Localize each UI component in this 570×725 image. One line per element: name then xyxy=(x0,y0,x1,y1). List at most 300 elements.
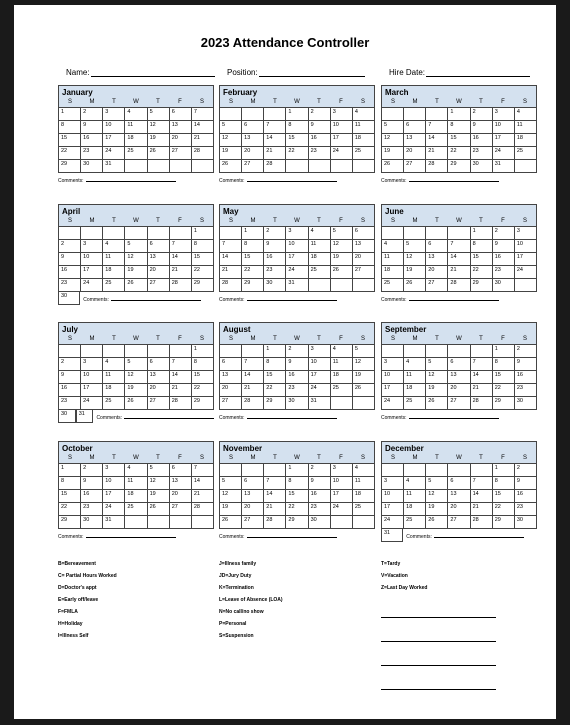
day-cell[interactable] xyxy=(404,227,426,240)
day-cell[interactable]: 23 xyxy=(59,279,81,292)
day-cell[interactable]: 6 xyxy=(148,358,170,371)
day-cell[interactable]: 27 xyxy=(426,279,448,292)
day-cell[interactable]: 3 xyxy=(331,108,353,121)
day-cell[interactable]: 23 xyxy=(264,266,286,279)
day-cell[interactable]: 2 xyxy=(59,358,81,371)
day-cell[interactable]: 27 xyxy=(242,516,264,529)
day-cell[interactable]: 13 xyxy=(148,371,170,384)
day-cell[interactable]: 6 xyxy=(170,108,192,121)
day-cell[interactable]: 21 xyxy=(170,384,192,397)
day-cell[interactable]: 29 xyxy=(493,516,515,529)
day-cell[interactable]: 15 xyxy=(192,253,214,266)
day-cell[interactable]: 13 xyxy=(448,490,470,503)
day-cell[interactable]: 29 xyxy=(448,160,470,173)
day-cell[interactable] xyxy=(242,345,264,358)
day-cell[interactable]: 11 xyxy=(382,253,404,266)
day-cell[interactable] xyxy=(404,464,426,477)
day-cell[interactable]: 20 xyxy=(353,253,375,266)
day-cell[interactable] xyxy=(309,160,331,173)
day-cell[interactable]: 11 xyxy=(125,477,147,490)
day-cell[interactable]: 15 xyxy=(286,490,308,503)
day-cell[interactable]: 12 xyxy=(125,253,147,266)
day-cell[interactable]: 7 xyxy=(170,240,192,253)
day-cell[interactable]: 8 xyxy=(59,477,81,490)
day-cell[interactable]: 25 xyxy=(331,384,353,397)
day-cell[interactable] xyxy=(103,345,125,358)
day-cell[interactable]: 3 xyxy=(515,227,537,240)
day-cell[interactable]: 13 xyxy=(448,371,470,384)
day-cell[interactable]: 24 xyxy=(515,266,537,279)
day-cell[interactable]: 7 xyxy=(242,358,264,371)
day-cell[interactable] xyxy=(59,345,81,358)
day-cell[interactable]: 4 xyxy=(309,227,331,240)
day-cell[interactable]: 14 xyxy=(192,477,214,490)
day-cell[interactable] xyxy=(331,397,353,410)
day-cell[interactable]: 15 xyxy=(448,134,470,147)
day-cell[interactable]: 25 xyxy=(103,397,125,410)
day-cell[interactable]: 9 xyxy=(493,240,515,253)
day-cell[interactable]: 2 xyxy=(59,240,81,253)
comments-line[interactable] xyxy=(86,177,176,182)
day-cell[interactable]: 3 xyxy=(493,108,515,121)
day-cell[interactable]: 14 xyxy=(220,253,242,266)
comments-field[interactable] xyxy=(381,177,537,184)
comments-line[interactable] xyxy=(111,296,201,301)
day-cell[interactable]: 12 xyxy=(125,371,147,384)
day-cell[interactable]: 29 xyxy=(242,279,264,292)
day-cell[interactable]: 1 xyxy=(59,464,81,477)
day-cell[interactable] xyxy=(426,464,448,477)
day-cell[interactable]: 2 xyxy=(493,227,515,240)
day-cell[interactable] xyxy=(404,345,426,358)
day-cell[interactable] xyxy=(192,160,214,173)
day-cell[interactable] xyxy=(426,345,448,358)
day-cell[interactable]: 24 xyxy=(493,147,515,160)
day-cell[interactable]: 5 xyxy=(148,464,170,477)
day-cell[interactable] xyxy=(125,160,147,173)
day-cell[interactable]: 20 xyxy=(148,384,170,397)
day-cell[interactable]: 12 xyxy=(148,477,170,490)
day-cell[interactable]: 27 xyxy=(220,397,242,410)
day-cell[interactable] xyxy=(125,345,147,358)
day-cell[interactable]: 27 xyxy=(448,397,470,410)
day-cell[interactable]: 22 xyxy=(192,384,214,397)
day-cell[interactable]: 14 xyxy=(170,253,192,266)
day-cell[interactable]: 9 xyxy=(81,477,103,490)
comments-field[interactable] xyxy=(381,414,537,421)
day-cell[interactable]: 8 xyxy=(242,240,264,253)
day-cell[interactable]: 28 xyxy=(448,279,470,292)
day-cell[interactable]: 8 xyxy=(448,121,470,134)
day-cell[interactable]: 13 xyxy=(220,371,242,384)
day-cell[interactable]: 30 xyxy=(81,160,103,173)
day-cell[interactable] xyxy=(170,160,192,173)
day-cell[interactable]: 26 xyxy=(426,397,448,410)
day-cell[interactable] xyxy=(148,227,170,240)
day-cell[interactable]: 19 xyxy=(331,253,353,266)
day-cell[interactable]: 16 xyxy=(493,253,515,266)
day-cell[interactable]: 7 xyxy=(264,121,286,134)
day-cell[interactable]: 10 xyxy=(286,240,308,253)
day-cell[interactable] xyxy=(220,227,242,240)
day-cell[interactable]: 1 xyxy=(493,345,515,358)
day-cell[interactable]: 29 xyxy=(264,397,286,410)
day-cell[interactable] xyxy=(170,227,192,240)
day-cell[interactable]: 5 xyxy=(404,240,426,253)
comments-line[interactable] xyxy=(247,177,337,182)
day-cell[interactable]: 8 xyxy=(192,240,214,253)
day-cell[interactable]: 11 xyxy=(103,371,125,384)
day-cell[interactable]: 5 xyxy=(220,477,242,490)
day-cell[interactable]: 24 xyxy=(103,503,125,516)
comments-line[interactable] xyxy=(247,533,337,538)
position-field[interactable] xyxy=(227,68,365,77)
day-cell[interactable]: 27 xyxy=(242,160,264,173)
day-cell[interactable]: 6 xyxy=(170,464,192,477)
day-cell[interactable]: 26 xyxy=(148,503,170,516)
day-cell[interactable]: 24 xyxy=(81,279,103,292)
day-cell[interactable]: 27 xyxy=(148,397,170,410)
day-cell[interactable]: 4 xyxy=(404,358,426,371)
day-cell[interactable]: 11 xyxy=(353,121,375,134)
day-cell[interactable]: 25 xyxy=(103,279,125,292)
day-cell[interactable]: 31 xyxy=(381,529,403,542)
day-cell[interactable]: 21 xyxy=(426,147,448,160)
day-cell[interactable]: 3 xyxy=(309,345,331,358)
day-cell[interactable]: 26 xyxy=(426,516,448,529)
day-cell[interactable]: 12 xyxy=(220,134,242,147)
day-cell[interactable]: 22 xyxy=(493,384,515,397)
day-cell[interactable]: 18 xyxy=(331,371,353,384)
day-cell[interactable] xyxy=(148,516,170,529)
day-cell[interactable]: 7 xyxy=(220,240,242,253)
day-cell[interactable]: 17 xyxy=(103,490,125,503)
day-cell[interactable]: 23 xyxy=(81,503,103,516)
comments-line[interactable] xyxy=(86,533,176,538)
day-cell[interactable]: 5 xyxy=(426,358,448,371)
day-cell[interactable]: 2 xyxy=(81,464,103,477)
day-cell[interactable]: 1 xyxy=(493,464,515,477)
day-cell[interactable]: 3 xyxy=(81,240,103,253)
day-cell[interactable]: 15 xyxy=(493,490,515,503)
day-cell[interactable]: 27 xyxy=(353,266,375,279)
day-cell[interactable]: 17 xyxy=(331,490,353,503)
day-cell[interactable] xyxy=(331,160,353,173)
day-cell[interactable] xyxy=(353,397,375,410)
day-cell[interactable]: 16 xyxy=(309,490,331,503)
day-cell[interactable]: 1 xyxy=(264,345,286,358)
day-cell[interactable]: 17 xyxy=(103,134,125,147)
day-cell[interactable] xyxy=(353,516,375,529)
day-cell[interactable] xyxy=(382,345,404,358)
day-cell[interactable]: 25 xyxy=(404,397,426,410)
day-cell[interactable]: 25 xyxy=(404,516,426,529)
day-cell[interactable]: 9 xyxy=(286,358,308,371)
day-cell[interactable] xyxy=(220,345,242,358)
day-cell[interactable]: 9 xyxy=(471,121,493,134)
day-cell[interactable]: 10 xyxy=(103,477,125,490)
day-cell[interactable]: 27 xyxy=(148,279,170,292)
legend-blank-line[interactable] xyxy=(381,629,496,642)
day-cell[interactable]: 16 xyxy=(515,371,537,384)
day-cell[interactable]: 29 xyxy=(59,160,81,173)
day-cell[interactable]: 30 xyxy=(515,516,537,529)
day-cell[interactable]: 19 xyxy=(220,503,242,516)
day-cell[interactable]: 23 xyxy=(471,147,493,160)
day-cell[interactable]: 7 xyxy=(192,464,214,477)
comments-line[interactable] xyxy=(124,414,214,419)
day-cell[interactable] xyxy=(148,160,170,173)
day-cell[interactable]: 28 xyxy=(426,160,448,173)
day-cell[interactable]: 17 xyxy=(515,253,537,266)
day-cell[interactable]: 10 xyxy=(81,371,103,384)
day-cell[interactable]: 26 xyxy=(220,516,242,529)
day-cell[interactable]: 10 xyxy=(103,121,125,134)
day-cell[interactable]: 8 xyxy=(264,358,286,371)
day-cell[interactable]: 8 xyxy=(493,358,515,371)
day-cell[interactable]: 16 xyxy=(471,134,493,147)
day-cell[interactable]: 29 xyxy=(192,397,214,410)
day-cell[interactable]: 30 xyxy=(471,160,493,173)
day-cell[interactable]: 2 xyxy=(515,345,537,358)
day-cell[interactable]: 28 xyxy=(170,279,192,292)
day-cell[interactable]: 9 xyxy=(264,240,286,253)
day-cell[interactable]: 5 xyxy=(426,477,448,490)
day-cell[interactable]: 6 xyxy=(242,121,264,134)
day-cell[interactable] xyxy=(59,227,81,240)
day-cell[interactable]: 1 xyxy=(192,227,214,240)
day-cell[interactable]: 8 xyxy=(493,477,515,490)
comments-field[interactable] xyxy=(219,414,375,421)
day-cell[interactable]: 19 xyxy=(404,266,426,279)
day-cell[interactable]: 23 xyxy=(81,147,103,160)
day-cell[interactable] xyxy=(353,160,375,173)
day-cell[interactable]: 9 xyxy=(515,358,537,371)
day-cell[interactable]: 11 xyxy=(404,371,426,384)
day-cell[interactable] xyxy=(426,108,448,121)
comments-line[interactable] xyxy=(434,533,524,538)
day-cell[interactable]: 25 xyxy=(382,279,404,292)
day-cell[interactable]: 27 xyxy=(170,147,192,160)
day-cell[interactable]: 11 xyxy=(103,253,125,266)
day-cell[interactable]: 9 xyxy=(81,121,103,134)
day-cell[interactable]: 12 xyxy=(382,134,404,147)
day-cell[interactable]: 22 xyxy=(286,147,308,160)
day-cell[interactable] xyxy=(242,464,264,477)
day-cell[interactable]: 6 xyxy=(148,240,170,253)
day-cell[interactable]: 14 xyxy=(448,253,470,266)
comments-field[interactable] xyxy=(96,414,214,421)
hire-date-field[interactable] xyxy=(389,68,530,77)
day-cell[interactable]: 10 xyxy=(81,253,103,266)
day-cell[interactable]: 14 xyxy=(242,371,264,384)
day-cell[interactable] xyxy=(382,227,404,240)
day-cell[interactable]: 15 xyxy=(59,490,81,503)
day-cell[interactable]: 5 xyxy=(382,121,404,134)
day-cell[interactable]: 14 xyxy=(264,490,286,503)
comments-line[interactable] xyxy=(247,414,337,419)
day-cell[interactable]: 15 xyxy=(192,371,214,384)
comments-field[interactable] xyxy=(219,177,375,184)
day-cell[interactable]: 26 xyxy=(331,266,353,279)
day-cell[interactable]: 16 xyxy=(515,490,537,503)
day-cell[interactable]: 27 xyxy=(448,516,470,529)
day-cell[interactable]: 4 xyxy=(353,464,375,477)
day-cell[interactable]: 20 xyxy=(448,384,470,397)
day-cell[interactable]: 18 xyxy=(125,134,147,147)
day-cell[interactable]: 22 xyxy=(493,503,515,516)
day-cell[interactable]: 28 xyxy=(220,279,242,292)
day-cell[interactable]: 13 xyxy=(426,253,448,266)
day-cell[interactable]: 19 xyxy=(426,384,448,397)
day-cell[interactable]: 6 xyxy=(426,240,448,253)
day-cell[interactable] xyxy=(286,160,308,173)
day-cell[interactable]: 21 xyxy=(471,384,493,397)
comments-field[interactable] xyxy=(406,533,524,540)
day-cell[interactable]: 28 xyxy=(192,147,214,160)
day-cell[interactable]: 30 xyxy=(493,279,515,292)
day-cell[interactable]: 19 xyxy=(220,147,242,160)
day-cell[interactable]: 5 xyxy=(125,358,147,371)
day-cell[interactable]: 25 xyxy=(125,147,147,160)
day-cell[interactable] xyxy=(264,464,286,477)
day-cell[interactable] xyxy=(331,516,353,529)
day-cell[interactable]: 29 xyxy=(59,516,81,529)
day-cell[interactable]: 25 xyxy=(353,147,375,160)
day-cell[interactable]: 31 xyxy=(309,397,331,410)
comments-field[interactable] xyxy=(219,296,375,303)
comments-field[interactable] xyxy=(219,533,375,540)
day-cell[interactable]: 16 xyxy=(59,384,81,397)
day-cell[interactable]: 18 xyxy=(103,384,125,397)
day-cell[interactable]: 14 xyxy=(471,371,493,384)
day-cell[interactable]: 20 xyxy=(170,490,192,503)
day-cell[interactable] xyxy=(125,227,147,240)
day-cell[interactable]: 2 xyxy=(515,464,537,477)
day-cell[interactable]: 1 xyxy=(448,108,470,121)
day-cell[interactable]: 22 xyxy=(192,266,214,279)
day-cell[interactable]: 20 xyxy=(148,266,170,279)
position-line[interactable] xyxy=(259,68,365,77)
day-cell[interactable]: 21 xyxy=(264,147,286,160)
day-cell[interactable]: 1 xyxy=(192,345,214,358)
day-cell[interactable] xyxy=(404,108,426,121)
day-cell[interactable]: 28 xyxy=(242,397,264,410)
day-cell[interactable]: 18 xyxy=(404,384,426,397)
day-cell[interactable]: 24 xyxy=(382,397,404,410)
day-cell[interactable]: 20 xyxy=(426,266,448,279)
day-cell[interactable]: 14 xyxy=(426,134,448,147)
day-cell[interactable]: 3 xyxy=(382,477,404,490)
comments-field[interactable] xyxy=(381,296,537,303)
day-cell[interactable]: 11 xyxy=(353,477,375,490)
day-cell[interactable]: 15 xyxy=(59,134,81,147)
day-cell[interactable]: 2 xyxy=(286,345,308,358)
day-cell[interactable]: 15 xyxy=(471,253,493,266)
day-cell[interactable]: 11 xyxy=(331,358,353,371)
day-cell[interactable]: 10 xyxy=(331,477,353,490)
day-cell[interactable] xyxy=(448,345,470,358)
day-cell[interactable]: 31 xyxy=(103,516,125,529)
day-cell[interactable]: 3 xyxy=(331,464,353,477)
day-cell[interactable]: 5 xyxy=(125,240,147,253)
comments-field[interactable] xyxy=(58,533,214,540)
day-cell[interactable]: 19 xyxy=(426,503,448,516)
legend-blank-line[interactable] xyxy=(381,605,496,618)
day-cell[interactable]: 13 xyxy=(242,490,264,503)
legend-blank-line[interactable] xyxy=(381,653,496,666)
day-cell[interactable]: 20 xyxy=(242,147,264,160)
day-cell[interactable] xyxy=(426,227,448,240)
day-cell[interactable] xyxy=(242,108,264,121)
day-cell[interactable]: 9 xyxy=(59,253,81,266)
day-cell[interactable]: 27 xyxy=(404,160,426,173)
day-cell[interactable]: 26 xyxy=(125,279,147,292)
day-cell[interactable]: 26 xyxy=(148,147,170,160)
day-cell[interactable]: 28 xyxy=(471,516,493,529)
day-cell[interactable] xyxy=(448,464,470,477)
day-cell[interactable]: 13 xyxy=(148,253,170,266)
day-cell[interactable]: 16 xyxy=(81,134,103,147)
day-cell[interactable]: 1 xyxy=(471,227,493,240)
day-cell[interactable] xyxy=(81,227,103,240)
day-cell[interactable]: 24 xyxy=(103,147,125,160)
day-cell[interactable]: 30 xyxy=(81,516,103,529)
day-cell[interactable]: 5 xyxy=(353,345,375,358)
day-cell[interactable]: 3 xyxy=(81,358,103,371)
day-cell[interactable]: 18 xyxy=(353,134,375,147)
day-cell[interactable]: 30 xyxy=(58,410,76,423)
day-cell[interactable]: 21 xyxy=(471,503,493,516)
day-cell[interactable]: 19 xyxy=(148,134,170,147)
day-cell[interactable]: 22 xyxy=(59,503,81,516)
day-cell[interactable]: 4 xyxy=(125,464,147,477)
day-cell[interactable]: 11 xyxy=(515,121,537,134)
day-cell[interactable]: 15 xyxy=(286,134,308,147)
day-cell[interactable]: 8 xyxy=(286,121,308,134)
comments-field[interactable] xyxy=(83,296,201,303)
day-cell[interactable]: 22 xyxy=(59,147,81,160)
day-cell[interactable]: 16 xyxy=(59,266,81,279)
day-cell[interactable] xyxy=(81,345,103,358)
day-cell[interactable]: 7 xyxy=(192,108,214,121)
legend-blank-line[interactable] xyxy=(381,677,496,690)
day-cell[interactable]: 15 xyxy=(242,253,264,266)
day-cell[interactable]: 17 xyxy=(493,134,515,147)
day-cell[interactable]: 6 xyxy=(353,227,375,240)
day-cell[interactable]: 22 xyxy=(264,384,286,397)
day-cell[interactable] xyxy=(103,227,125,240)
day-cell[interactable]: 4 xyxy=(103,240,125,253)
day-cell[interactable]: 29 xyxy=(493,397,515,410)
name-field[interactable] xyxy=(66,68,215,77)
day-cell[interactable]: 4 xyxy=(515,108,537,121)
day-cell[interactable]: 13 xyxy=(242,134,264,147)
day-cell[interactable]: 5 xyxy=(148,108,170,121)
day-cell[interactable]: 8 xyxy=(471,240,493,253)
day-cell[interactable]: 4 xyxy=(331,345,353,358)
day-cell[interactable]: 18 xyxy=(515,134,537,147)
day-cell[interactable]: 10 xyxy=(331,121,353,134)
day-cell[interactable]: 14 xyxy=(170,371,192,384)
day-cell[interactable]: 22 xyxy=(448,147,470,160)
day-cell[interactable]: 14 xyxy=(471,490,493,503)
day-cell[interactable]: 1 xyxy=(59,108,81,121)
day-cell[interactable]: 21 xyxy=(264,503,286,516)
day-cell[interactable]: 2 xyxy=(309,108,331,121)
day-cell[interactable]: 22 xyxy=(242,266,264,279)
day-cell[interactable]: 13 xyxy=(170,477,192,490)
